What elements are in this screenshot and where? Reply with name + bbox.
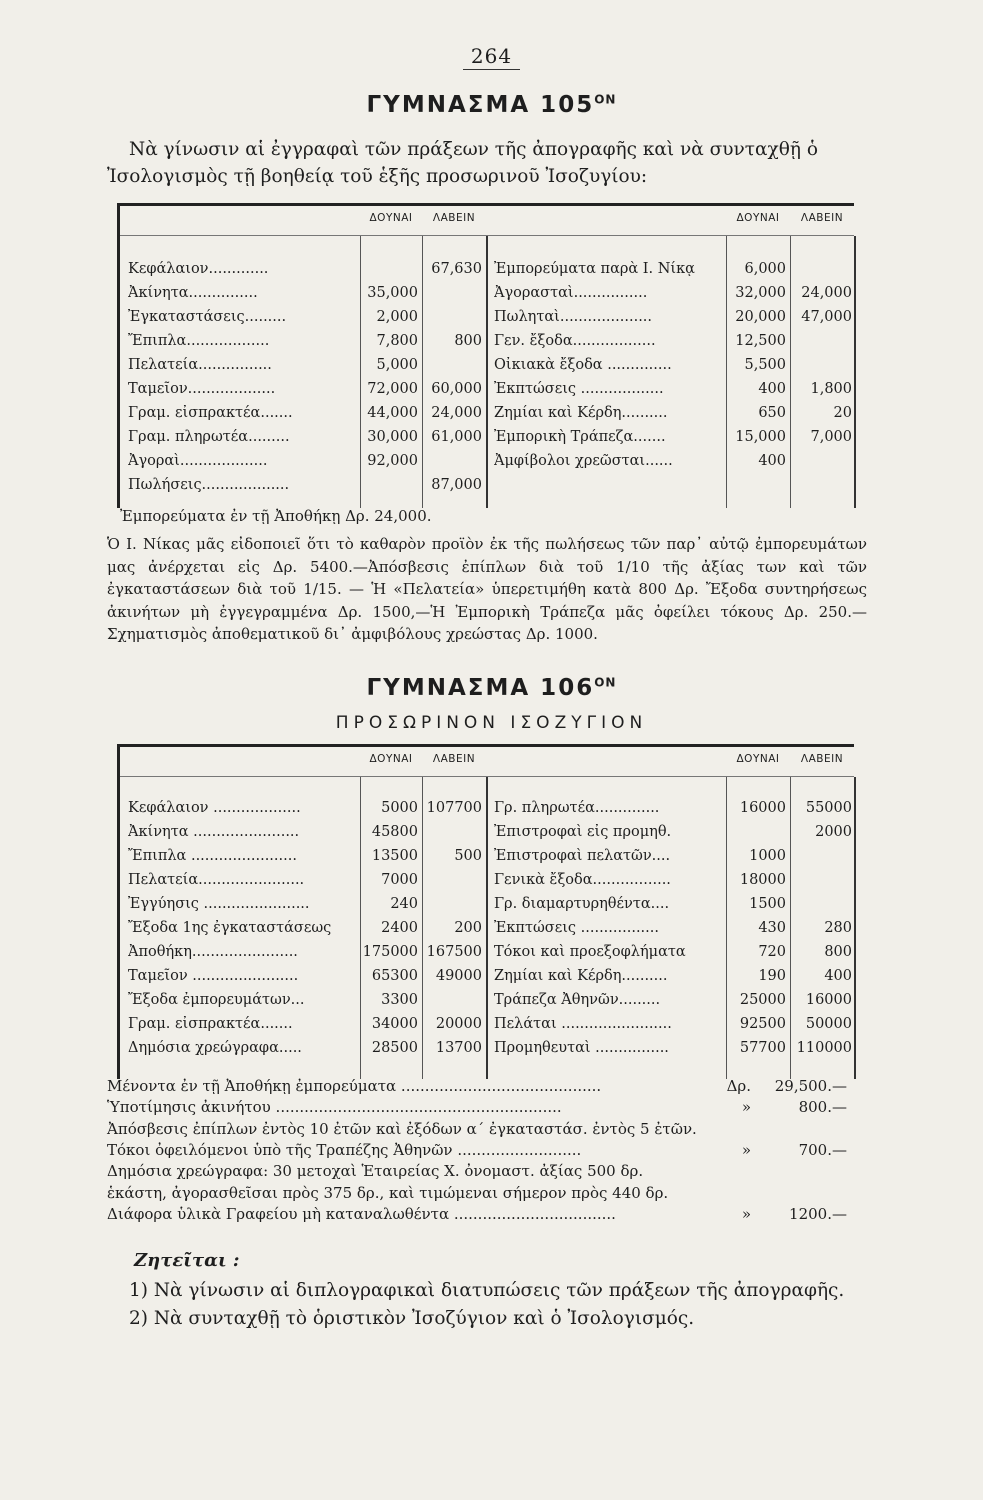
table-row: [120, 1037, 854, 1061]
table-row: [120, 869, 854, 893]
account-label: Ἐπιστροφαὶ πελατῶν....: [494, 848, 671, 864]
credit-amount: 2000: [815, 824, 852, 840]
debit-amount: 400: [758, 453, 786, 469]
inventory-item-value: 700.—: [798, 1140, 847, 1159]
credit-amount: 107700: [426, 800, 482, 816]
account-label: Τόκοι καὶ προεξοφλήματα: [494, 944, 686, 960]
debit-amount: 2400: [381, 920, 418, 936]
debit-amount: 3300: [381, 992, 418, 1008]
account-label: Προμηθευταὶ ................: [494, 1040, 669, 1056]
inventory-item-currency: »: [741, 1204, 751, 1223]
debit-amount: 18000: [739, 872, 786, 888]
inventory-item-text: Διάφορα ὑλικὰ Γραφείου μὴ καταναλωθέντα ..................................: [107, 1204, 616, 1223]
debit-amount: 5000: [381, 800, 418, 816]
inventory-item: [107, 1120, 847, 1138]
credit-amount: 167500: [426, 944, 482, 960]
requirements-heading: Ζητεῖται :: [134, 1250, 240, 1271]
credit-amount: 24,000: [431, 405, 482, 421]
account-label: Ἐκπτώσεις .................: [494, 920, 659, 936]
table-row: [120, 450, 854, 474]
credit-amount: 7,000: [810, 429, 852, 445]
credit-header-right: ΛΑΒΕΙΝ: [800, 753, 844, 765]
debit-amount: 25000: [739, 992, 786, 1008]
table-row: [120, 893, 854, 917]
account-label: Ζημίαι καὶ Κέρδη..........: [494, 968, 668, 984]
table-row: [120, 378, 854, 402]
credit-amount: 500: [454, 848, 482, 864]
table-row: [120, 306, 854, 330]
account-label: Πωλήσεις...................: [128, 477, 290, 493]
debit-amount: 35,000: [367, 285, 418, 301]
account-label: Πελάται ........................: [494, 1016, 672, 1032]
credit-amount: 280: [824, 920, 852, 936]
debit-amount: 190: [758, 968, 786, 984]
credit-amount: 200: [454, 920, 482, 936]
account-label: Ἐμπορικὴ Τράπεζα.......: [494, 429, 666, 445]
inventory-item-currency: »: [741, 1098, 751, 1117]
account-label: Ἀκίνητα .......................: [128, 824, 300, 840]
table-row: [120, 354, 854, 378]
account-label: Ἀγορασταὶ................: [494, 285, 648, 301]
credit-amount: 20000: [435, 1016, 482, 1032]
debit-header-right: ΔΟΥΝΑΙ: [736, 753, 780, 765]
account-label: Κεφάλαιον ...................: [128, 800, 301, 816]
debit-amount: 32,000: [735, 285, 786, 301]
table-row: [120, 426, 854, 450]
credit-amount: 49000: [435, 968, 482, 984]
account-label: Ἔπιπλα .......................: [128, 848, 297, 864]
credit-amount: 60,000: [431, 381, 482, 397]
page-number: 264: [0, 44, 983, 70]
credit-amount: 47,000: [801, 309, 852, 325]
debit-amount: 92,000: [367, 453, 418, 469]
credit-amount: 67,630: [431, 261, 482, 277]
inventory-item-text: ἑκάστη, ἀγορασθεῖσαι πρὸς 375 δρ., καὶ τιμώμεναι σήμερον πρὸς 440 δρ.: [107, 1183, 669, 1202]
trial-balance-body: [120, 777, 854, 1079]
table-row: [120, 258, 854, 282]
debit-amount: 5,000: [376, 357, 418, 373]
account-label: Γραμ. εἰσπρακτέα.......: [128, 1016, 293, 1032]
credit-header-left: ΛΑΒΕΙΝ: [432, 212, 476, 224]
debit-amount: 44,000: [367, 405, 418, 421]
debit-header-right: ΔΟΥΝΑΙ: [736, 212, 780, 224]
inventory-item-text: Ἀπόσβεσις ἐπίπλων ἐντὸς 10 ἐτῶν καὶ ἐξόδων α´ ἐγκαταστάσ. ἐντὸς 5 ἐτῶν.: [107, 1119, 697, 1138]
inventory-item-value: 29,500.—: [774, 1077, 847, 1095]
debit-amount: 34000: [371, 1016, 418, 1032]
credit-amount: 20: [833, 405, 852, 421]
account-label: Κεφάλαιον.............: [128, 261, 269, 277]
account-label: Γραμ. πληρωτέα.........: [128, 429, 290, 445]
trial-balance-105: [117, 203, 854, 508]
account-label: Ἀγοραὶ...................: [128, 453, 268, 469]
account-label: Πελατεία................: [128, 357, 272, 373]
debit-amount: 72,000: [367, 381, 418, 397]
account-label: Γρ. πληρωτέα..............: [494, 800, 660, 816]
stock-line: Ἐμπορεύματα ἐν τῇ Ἀποθήκῃ Δρ. 24,000.: [120, 507, 432, 525]
credit-amount: 800: [824, 944, 852, 960]
debit-amount: 240: [390, 896, 418, 912]
table-row: [120, 797, 854, 821]
account-label: Τράπεζα Ἀθηνῶν.........: [494, 992, 661, 1008]
debit-amount: 1000: [749, 848, 786, 864]
debit-amount: 5,500: [744, 357, 786, 373]
debit-amount: 400: [758, 381, 786, 397]
credit-header-right: ΛΑΒΕΙΝ: [800, 212, 844, 224]
debit-amount: 15,000: [735, 429, 786, 445]
account-label: Ταμεῖον .......................: [128, 968, 299, 984]
table-row: [120, 474, 854, 498]
inventory-item: [107, 1162, 847, 1180]
credit-amount: 87,000: [431, 477, 482, 493]
exercise-105-title: ΓΥΜΝΑΣΜΑ $105^{ON}$: [366, 92, 617, 118]
account-label: Ἀκίνητα...............: [128, 285, 258, 301]
debit-amount: 12,500: [735, 333, 786, 349]
table-row: [120, 845, 854, 869]
credit-amount: 1,800: [810, 381, 852, 397]
inventory-item: [107, 1141, 847, 1159]
debit-amount: 45800: [371, 824, 418, 840]
inventory-item-value: 1200.—: [789, 1204, 847, 1223]
account-label: Δημόσια χρεώγραφα.....: [128, 1040, 302, 1056]
inventory-item: [107, 1098, 847, 1116]
account-label: Ἀμφίβολοι χρεῶσται......: [494, 453, 673, 469]
table-row: [120, 402, 854, 426]
account-label: Γενικὰ ἔξοδα.................: [494, 872, 671, 888]
account-label: Ἔξοδα 1ης ἐγκαταστάσεως: [128, 920, 332, 936]
account-label: Ἐγγύησις .......................: [128, 896, 310, 912]
table-row: [120, 282, 854, 306]
trial-balance-body: [120, 236, 854, 508]
inventory-item-text: Ὑποτίμησις ἀκινήτου ............................................................: [107, 1098, 562, 1117]
account-label: Ἐγκαταστάσεις.........: [128, 309, 287, 325]
table-row: [120, 989, 854, 1013]
credit-amount: 61,000: [431, 429, 482, 445]
account-label: Ἐπιστροφαὶ εἰς προμηθ.: [494, 824, 672, 840]
debit-amount: 20,000: [735, 309, 786, 325]
debit-amount: 7,800: [376, 333, 418, 349]
account-label: Ἔπιπλα..................: [128, 333, 270, 349]
debit-amount: 2,000: [376, 309, 418, 325]
account-label: Γεν. ἔξοδα..................: [494, 333, 656, 349]
exercise-105-notes: Ὁ Ι. Νίκας μᾶς εἰδοποιεῖ ὅτι τὸ καθαρὸν προϊὸν ἐκ τῆς πωλήσεως τῶν παρ᾽ αὐτῷ ἐμπορευμάτων μας ἀνέρχεται εἰς Δρ. 5400.—Ἀπόσβεσις ἐπίπλων διὰ τοῦ 1/10 τῆς ἀξίας των καὶ τῶν ἐγκαταστάσεων διὰ τοῦ 1/15. — Ἡ «Πελατεία» ὑπερετιμήθη κατὰ 800 Δρ. Ἔξοδα συντηρήσεως ἀκινήτων μὴ ἐγγεγραμμένα Δρ. 1500,—Ἡ Ἐμπορικὴ Τράπεζα μᾶς ὀφείλει τόκους Δρ. 250.—Σχηματισμὸς ἀποθεματικοῦ δι᾽ ἀμφιβόλους χρεώστας Δρ. 1000.: [107, 535, 867, 644]
account-label: Οἰκιακὰ ἔξοδα ..............: [494, 357, 672, 373]
table-row: [120, 1013, 854, 1037]
debit-amount: 16000: [739, 800, 786, 816]
debit-amount: 6,000: [744, 261, 786, 277]
debit-amount: 57700: [739, 1040, 786, 1056]
account-label: Ἔξοδα ἐμπορευμάτων...: [128, 992, 305, 1008]
trial-balance-106: [117, 744, 854, 1079]
debit-amount: 650: [758, 405, 786, 421]
debit-header-left: ΔΟΥΝΑΙ: [369, 753, 413, 765]
credit-amount: 400: [824, 968, 852, 984]
account-label: Γραμ. εἰσπρακτέα.......: [128, 405, 293, 421]
account-label: Γρ. διαμαρτυρηθέντα....: [494, 896, 670, 912]
trial-balance-header: [120, 206, 854, 236]
debit-amount: 175000: [362, 944, 418, 960]
inventory-item-currency: »: [741, 1140, 751, 1159]
table-row: [120, 821, 854, 845]
credit-amount: 800: [454, 333, 482, 349]
credit-amount: 110000: [796, 1040, 852, 1056]
debit-amount: 92500: [739, 1016, 786, 1032]
account-label: Ἐμπορεύματα παρὰ Ι. Νίκᾳ: [494, 261, 695, 277]
inventory-item-value: 800.—: [798, 1098, 847, 1117]
inventory-item-currency: Δρ.: [726, 1077, 751, 1095]
exercise-105-intro: Νὰ γίνωσιν αἱ ἐγγραφαὶ τῶν πράξεων τῆς ἀπογραφῆς καὶ νὰ συνταχθῇ ὁ Ἰσολογισμὸς τῇ βοηθείᾳ τοῦ ἑξῆς προσωρινοῦ Ἰσοζυγίου:: [107, 139, 818, 187]
debit-amount: 65300: [371, 968, 418, 984]
account-label: Πελατεία.......................: [128, 872, 305, 888]
credit-amount: 24,000: [801, 285, 852, 301]
table-row: [120, 917, 854, 941]
debit-amount: 7000: [381, 872, 418, 888]
inventory-item: [107, 1184, 847, 1202]
debit-amount: 28500: [371, 1040, 418, 1056]
debit-amount: 430: [758, 920, 786, 936]
credit-amount: 50000: [805, 1016, 852, 1032]
account-label: Ἀποθήκη.......................: [128, 944, 298, 960]
debit-header-left: ΔΟΥΝΑΙ: [369, 212, 413, 224]
account-label: Πωληταὶ....................: [494, 309, 653, 325]
exercise-106-subtitle: ΠΡΟΣΩΡΙΝΟΝ ΙΣΟΖΥΓΙΟΝ: [335, 713, 648, 733]
credit-amount: 16000: [805, 992, 852, 1008]
table-row: [120, 941, 854, 965]
credit-amount: 55000: [805, 800, 852, 816]
account-label: Ἐκπτώσεις ..................: [494, 381, 664, 397]
debit-amount: 13500: [371, 848, 418, 864]
inventory-item-text: Μένοντα ἐν τῇ Ἀποθήκῃ ἐμπορεύματα ..........................................: [107, 1077, 602, 1095]
account-label: Ταμεῖον...................: [128, 381, 276, 397]
debit-amount: 1500: [749, 896, 786, 912]
trial-balance-header: [120, 747, 854, 777]
requirement-2: 2) Νὰ συνταχθῇ τὸ ὁριστικὸν Ἰσοζύγιον καὶ ὁ Ἰσολογισμός.: [129, 1308, 695, 1329]
requirement-1: 1) Νὰ γίνωσιν αἱ διπλογραφικαὶ διατυπώσεις τῶν πράξεων τῆς ἀπογραφῆς.: [129, 1280, 845, 1301]
exercise-106-title: ΓΥΜΝΑΣΜΑ $106^{ON}$: [366, 675, 617, 701]
debit-amount: 30,000: [367, 429, 418, 445]
inventory-item: [107, 1205, 847, 1223]
inventory-item-text: Δημόσια χρεώγραφα: 30 μετοχαὶ Ἑταιρείας Χ. ὀνομαστ. ἀξίας 500 δρ.: [107, 1162, 644, 1181]
account-label: Ζημίαι καὶ Κέρδη..........: [494, 405, 668, 421]
inventory-item: [107, 1077, 847, 1095]
table-row: [120, 330, 854, 354]
table-row: [120, 965, 854, 989]
inventory-item-text: Τόκοι ὀφειλόμενοι ὑπὸ τῆς Τραπέζης Ἀθηνῶν ..........................: [107, 1140, 582, 1159]
credit-amount: 13700: [435, 1040, 482, 1056]
credit-header-left: ΛΑΒΕΙΝ: [432, 753, 476, 765]
debit-amount: 720: [758, 944, 786, 960]
